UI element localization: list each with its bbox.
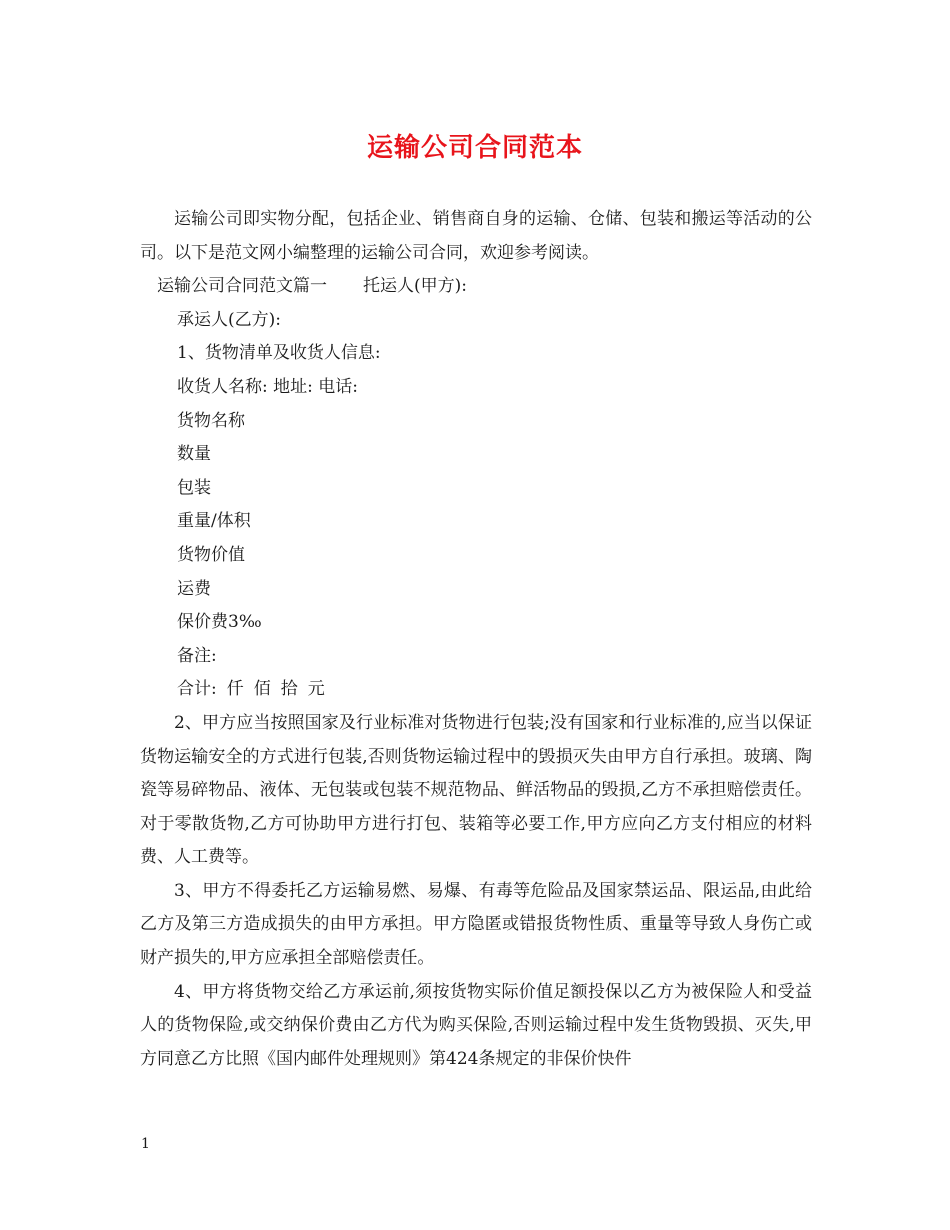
clause-2-paragraph: 2、甲方应当按照国家及行业标准对货物进行包装;没有国家和行业标准的,应当以保证货物运输安全的方式进行包装,否则货物运输过程中的毁损灭失由甲方自行承担。玻璃、陶瓷等易碎物品、液体、无包装或包装不规范物品、鲜活物品的毁损,乙方不承担赔偿责任。对于零散货物,乙方可协助甲方进行打包、装箱等必要工作,甲方应向乙方支付相应的材料费、人工费等。 xyxy=(140,712,812,868)
clause-4-paragraph: 4、甲方将货物交给乙方承运前,须按货物实际价值足额投保以乙方为被保险人和受益人的货物保险,或交纳保价费由乙方代为购买保险,否则运输过程中发生货物毁损、灭失,甲方同意乙方比照《国内邮件处理规则》第424条规定的非保价快件 xyxy=(140,981,812,1069)
total-unit-yuan: 元 xyxy=(307,679,325,700)
consignee-info: 收货人名称: 地址: 电话: xyxy=(177,376,358,397)
total-line xyxy=(140,673,812,707)
field-goods-name: 货物名称 xyxy=(177,410,245,431)
total-unit-ten: 拾 xyxy=(280,679,298,700)
intro-paragraph: 运输公司即实物分配，包括企业、销售商自身的运输、仓储、包装和搬运等活动的公司。以下是范文网小编整理的运输公司合同，欢迎参考阅读。 xyxy=(140,209,812,263)
field-freight: 运费 xyxy=(177,578,211,599)
shipper-label: 托运人(甲方): xyxy=(363,276,467,297)
field-insurance-fee: 保价费3‰ xyxy=(177,612,262,633)
document-title: 运输公司合同范本 xyxy=(366,133,583,163)
field-goods-value: 货物价值 xyxy=(177,544,245,565)
clause-3-paragraph: 3、甲方不得委托乙方运输易燃、易爆、有毒等危险品及国家禁运品、限运品,由此给乙方及第三方造成损失的由甲方承担。甲方隐匿或错报货物性质、重量等导致人身伤亡或财产损失的,甲方应承担全部赔偿责任。 xyxy=(140,880,812,969)
page-number: 1 xyxy=(141,1136,150,1152)
field-remarks: 备注: xyxy=(177,645,217,666)
field-weight-volume: 重量/体积 xyxy=(177,511,251,532)
total-unit-hundred: 佰 xyxy=(253,679,271,700)
field-quantity: 数量 xyxy=(177,444,211,465)
section-heading-line xyxy=(140,270,812,304)
total-label: 合计: xyxy=(177,679,217,700)
field-packaging: 包装 xyxy=(177,477,211,498)
total-unit-thousand: 仟 xyxy=(226,679,244,700)
section-heading: 运输公司合同范文篇一 xyxy=(157,276,327,297)
item1-heading: 1、货物清单及收货人信息: xyxy=(177,343,381,364)
carrier-label: 承运人(乙方): xyxy=(177,309,281,330)
document-body xyxy=(140,203,812,1076)
